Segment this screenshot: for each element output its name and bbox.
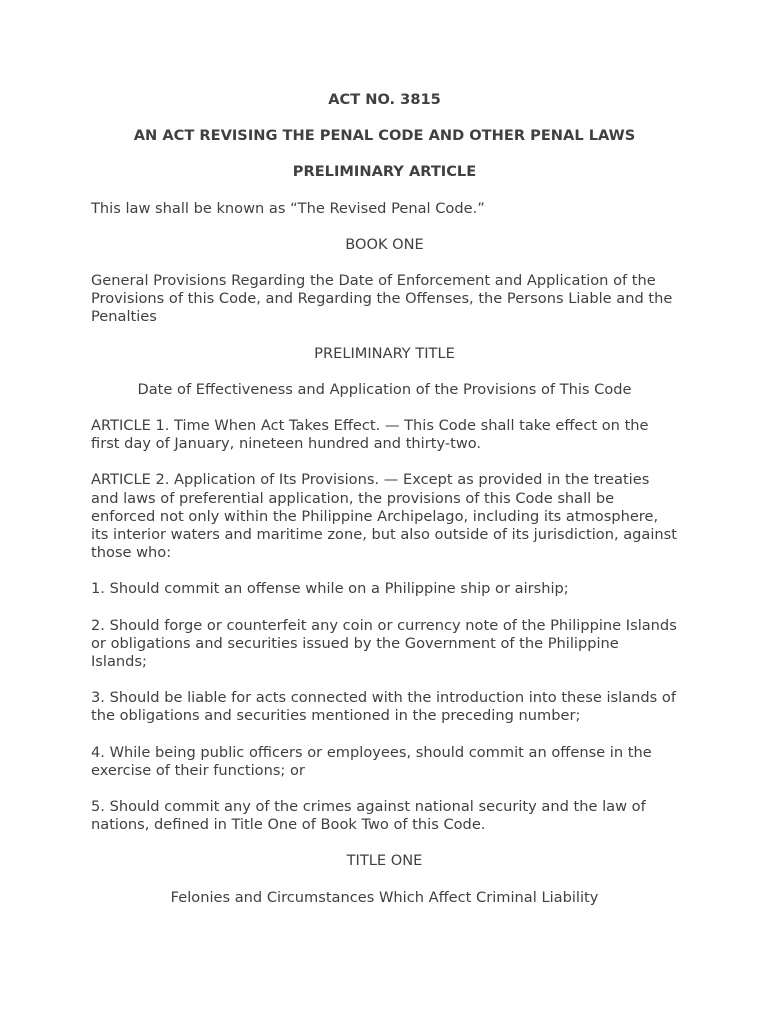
preliminary-title-subtitle: Date of Effectiveness and Application of the Provisions of This Code — [137, 380, 632, 398]
act-number-heading: ACT NO. 3815 — [328, 91, 441, 108]
list-item: 1. Should commit an offense while on a Philippine ship or airship; — [91, 580, 569, 598]
list-item: 2. Should forge or counterfeit any coin or currency note of the Philippine Islands or obligations and securities issued by the Government of the Philippine Islands; — [91, 616, 677, 671]
act-title-heading: AN ACT REVISING THE PENAL CODE AND OTHER PENAL LAWS — [133, 127, 636, 145]
article-2-paragraph: ARTICLE 2. Application of Its Provisions. — Except as provided in the treaties and laws of preferential application, the provisions of this Code shall be enforced not only within the Philippine Archipelago, including its atmosphere, its interior waters and maritime zone, but also outside of its jurisdiction, against those who: — [91, 471, 678, 562]
preliminary-title-heading: PRELIMINARY TITLE — [314, 344, 455, 362]
book-one-subtitle: General Provisions Regarding the Date of Enforcement and Application of the Provisions of this Code, and Regarding the Offenses, the Persons Liable and the Penalties — [91, 272, 673, 326]
title-one-heading: TITLE ONE — [346, 852, 423, 870]
preliminary-article-heading: PRELIMINARY ARTICLE — [292, 163, 477, 181]
list-item: 4. While being public officers or employees, should commit an offense in the exercise of their functions; or — [91, 743, 652, 779]
article-1-paragraph: ARTICLE 1. Time When Act Takes Effect. — This Code shall take effect on the first day of January, nineteen hundred and thirty-two. — [91, 417, 649, 453]
book-one-heading: BOOK ONE — [345, 235, 424, 253]
title-one-subtitle: Felonies and Circumstances Which Affect Criminal Liability — [170, 888, 599, 906]
short-title-clause: This law shall be known as “The Revised Penal Code.” — [91, 199, 485, 217]
list-item: 3. Should be liable for acts connected with the introduction into these islands of the obligations and securities mentioned in the preceding number; — [91, 689, 676, 725]
list-item: 5. Should commit any of the crimes against national security and the law of nations, defined in Title One of Book Two of this Code. — [91, 798, 646, 834]
